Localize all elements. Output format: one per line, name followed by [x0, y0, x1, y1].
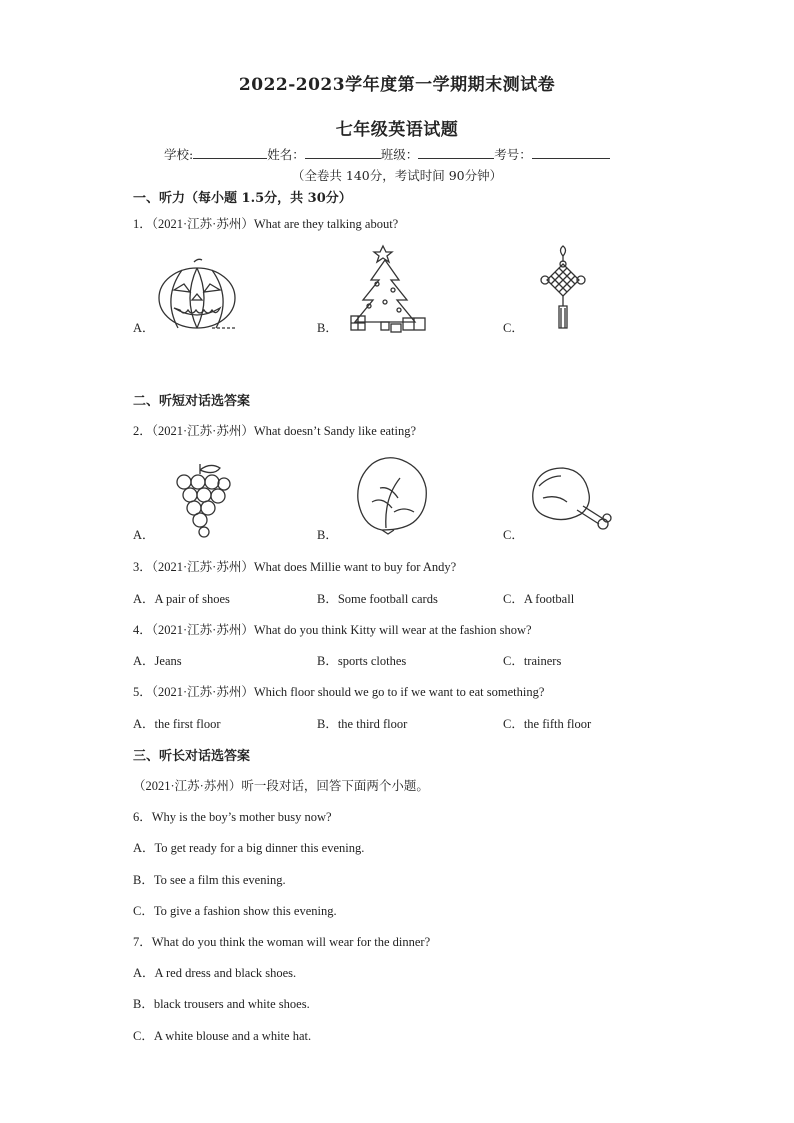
q7-option-b[interactable]: B．black trousers and white shoes.: [133, 997, 310, 1011]
section-1-heading: 一、听力（每小题 1.5分，共 30分）: [133, 191, 352, 206]
q6-option-b[interactable]: B．To see a film this evening.: [133, 873, 286, 887]
question-5-stem: 5．（2021·江苏·苏州）Which floor should we go to if we want to eat something?: [133, 685, 545, 699]
chinese-knot-icon: [535, 242, 591, 332]
q7-option-c[interactable]: C．A white blouse and a white hat.: [133, 1029, 312, 1043]
q3-option-a[interactable]: A．A pair of shoes: [133, 592, 230, 606]
q1-option-c[interactable]: C．: [503, 321, 524, 335]
q1-option-b[interactable]: B．: [317, 321, 338, 335]
page-subtitle: 七年级英语试题: [335, 120, 459, 140]
class-blank[interactable]: [418, 146, 494, 159]
question-1-stem: 1．（2021·江苏·苏州）What are they talking about?: [133, 217, 399, 231]
question-4-stem: 4．（2021·江苏·苏州）What do you think Kitty will wear at the fashion show?: [133, 623, 532, 637]
chicken-leg-icon: [525, 462, 615, 538]
q1-option-a[interactable]: A．: [133, 321, 155, 335]
long-dialogue-intro: （2021·江苏·苏州）听一段对话，回答下面两个小题。: [133, 779, 429, 793]
school-label: 学校:: [164, 147, 194, 162]
q6-option-c[interactable]: C．To give a fashion show this evening.: [133, 904, 337, 918]
q5-option-a[interactable]: A．the first floor: [133, 717, 221, 731]
q2-option-b[interactable]: B．: [317, 528, 338, 542]
q3-option-c[interactable]: C．A football: [503, 592, 575, 606]
q4-option-a[interactable]: A．Jeans: [133, 654, 182, 668]
q7-option-a[interactable]: A．A red dress and black shoes.: [133, 966, 297, 980]
school-blank[interactable]: [193, 146, 267, 159]
q5-option-c[interactable]: C．the fifth floor: [503, 717, 592, 731]
cabbage-icon: [352, 452, 432, 536]
q6-option-a[interactable]: A．To get ready for a big dinner this evening.: [133, 841, 365, 855]
question-3-stem: 3．（2021·江苏·苏州）What does Millie want to buy for Andy?: [133, 560, 457, 574]
section-3-heading: 三、听长对话选答案: [133, 749, 251, 764]
pumpkin-icon: [152, 256, 242, 332]
question-7-stem: 7．What do you think the woman will wear for the dinner?: [133, 935, 431, 949]
name-label: 姓名：: [267, 147, 305, 162]
question-2-stem: 2．（2021·江苏·苏州）What doesn’t Sandy like eating?: [133, 424, 417, 438]
section-2-heading: 二、听短对话选答案: [133, 394, 251, 409]
q2-option-a[interactable]: A．: [133, 528, 155, 542]
name-blank[interactable]: [305, 146, 381, 159]
exam-note: （全卷共 140分，考试时间 90分钟）: [291, 168, 503, 183]
q3-option-b[interactable]: B．Some football cards: [317, 592, 438, 606]
q4-option-b[interactable]: B．sports clothes: [317, 654, 407, 668]
q2-option-c[interactable]: C．: [503, 528, 524, 542]
exam-no-label: 考号：: [494, 147, 532, 162]
exam-no-blank[interactable]: [532, 146, 610, 159]
question-6-stem: 6．Why is the boy’s mother busy now?: [133, 810, 332, 824]
q4-option-c[interactable]: C．trainers: [503, 654, 562, 668]
q5-option-b[interactable]: B．the third floor: [317, 717, 408, 731]
page-title: 2022-2023学年度第一学期期末测试卷: [238, 75, 556, 95]
info-fields: [164, 145, 610, 163]
grapes-icon: [164, 460, 244, 540]
class-label: 班级：: [380, 147, 419, 162]
christmas-tree-icon: [343, 244, 433, 334]
